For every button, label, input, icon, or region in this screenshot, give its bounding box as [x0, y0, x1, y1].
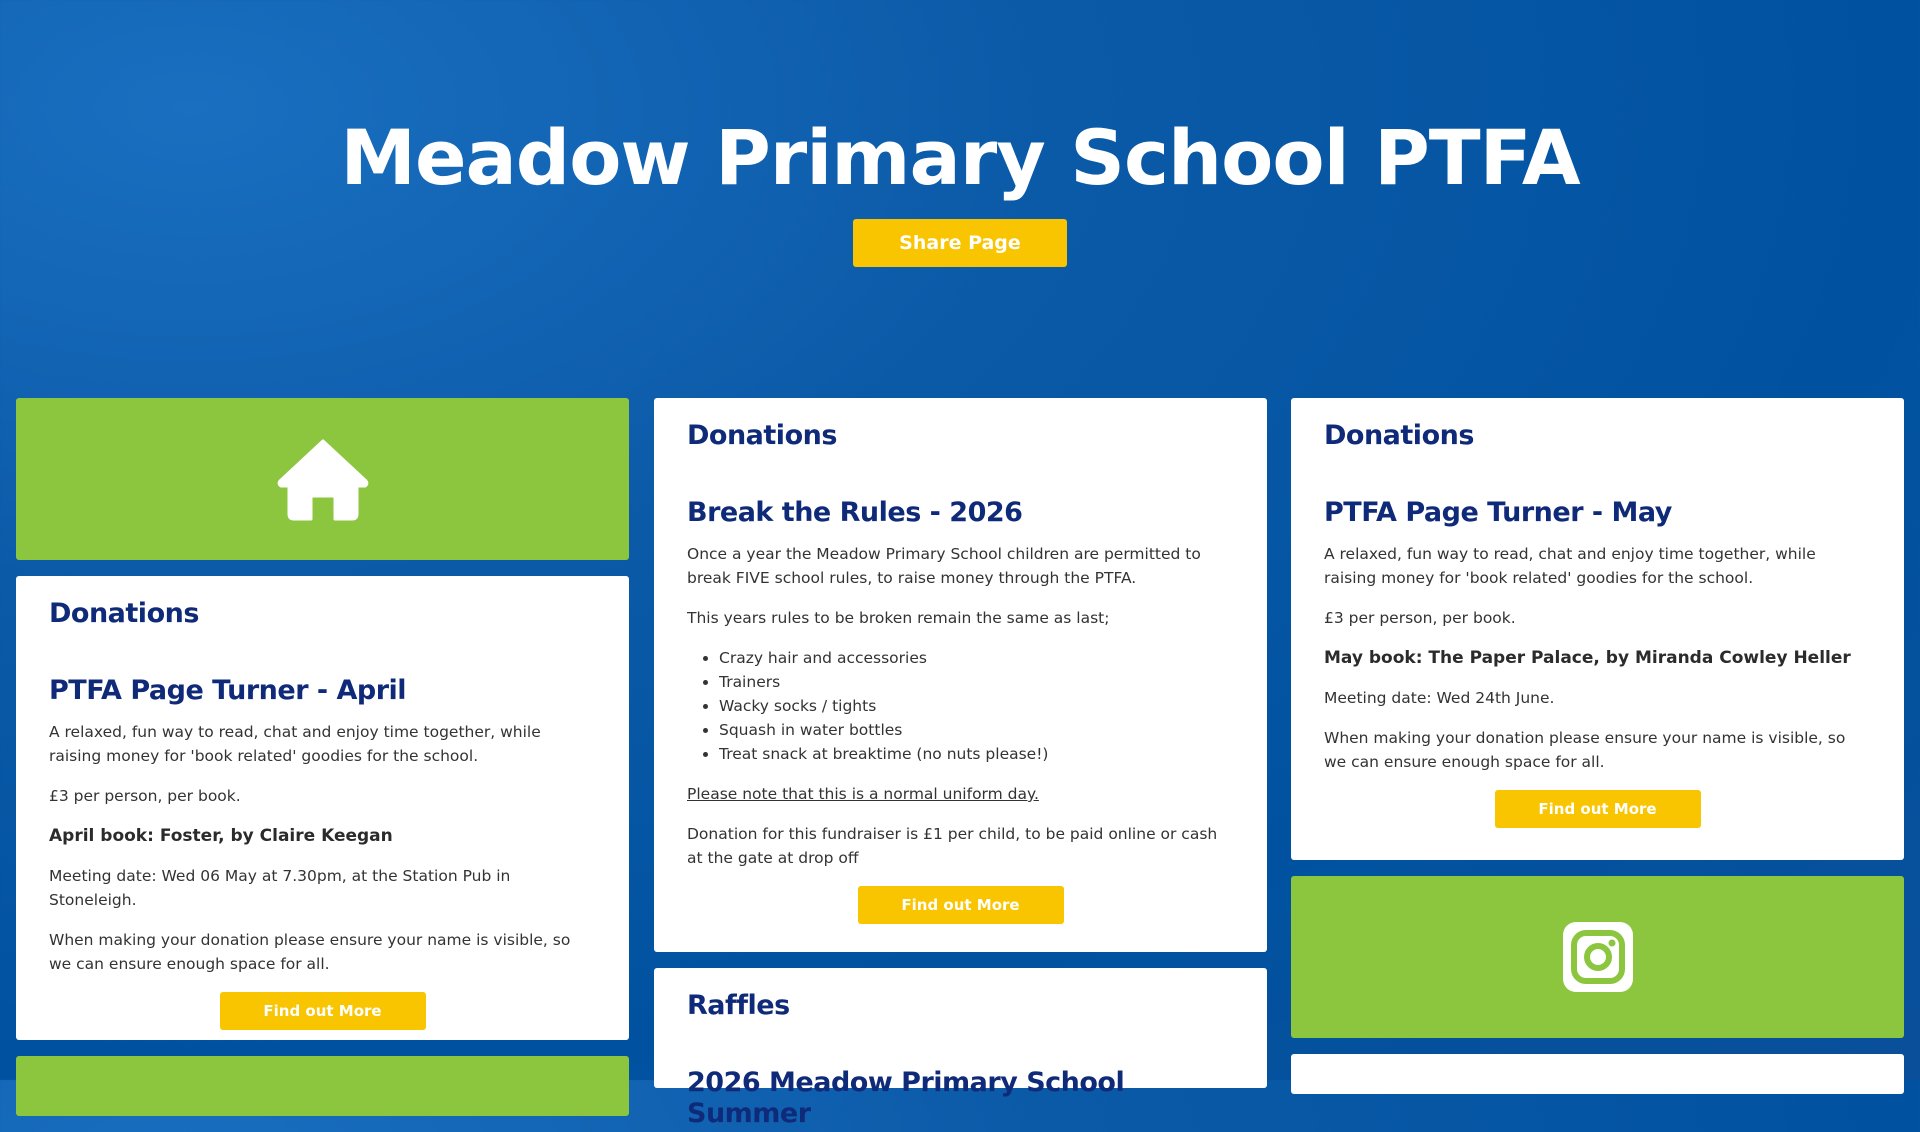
card-description: A relaxed, fun way to read, chat and enjoy time together, while raising money for 'book related' goodies for the school. [1324, 545, 1816, 587]
card-price: £3 per person, per book. [1324, 609, 1516, 627]
card-note: When making your donation please ensure your name is visible, so we can ensure enough space for all. [1324, 729, 1846, 771]
next-card [1291, 1054, 1904, 1094]
card-title: PTFA Page Turner - April [49, 675, 407, 706]
uniform-note: Please note that this is a normal uniform day. [687, 785, 1039, 803]
find-out-more-button[interactable]: Find out More [1495, 790, 1701, 828]
donation-info: Donation for this fundraiser is £1 per child, to be paid online or cash at the gate at drop off [687, 825, 1218, 867]
list-item: • Squash in water bottles [719, 718, 1234, 742]
card-meeting-date: Meeting date: Wed 06 May at 7.30pm, at the Station Pub in Stoneleigh. [49, 867, 511, 909]
page-title: Meadow Primary School PTFA [340, 113, 1580, 202]
card-rules-intro: This years rules to be broken remain the same as last; [687, 609, 1110, 627]
column-left [16, 398, 629, 1132]
list-item: • Wacky socks / tights [719, 694, 1234, 718]
card-price: £3 per person, per book. [49, 787, 241, 805]
card-category: Raffles [687, 990, 790, 1021]
instagram-tile[interactable] [1291, 876, 1904, 1038]
card-book: May book: The Paper Palace, by Miranda Cowley Heller [1324, 648, 1851, 668]
card-category: Donations [687, 420, 837, 451]
card-category: Donations [1324, 420, 1474, 451]
home-tile[interactable] [16, 398, 629, 560]
card-meeting-date: Meeting date: Wed 24th June. [1324, 689, 1555, 707]
card-note: When making your donation please ensure your name is visible, so we can ensure enough space for all. [49, 931, 571, 973]
list-item: • Trainers [719, 670, 1234, 694]
card-description: A relaxed, fun way to read, chat and enjoy time together, while raising money for 'book related' goodies for the school. [49, 723, 541, 765]
card-title: PTFA Page Turner - May [1324, 497, 1672, 528]
column-right [1291, 398, 1904, 1110]
hero-banner [0, 0, 1920, 398]
card-book: April book: Foster, by Claire Keegan [49, 826, 393, 846]
card-title: Break the Rules - 2026 [687, 497, 1023, 528]
next-tile[interactable] [16, 1056, 629, 1116]
instagram-icon [1563, 922, 1633, 992]
card-description: Once a year the Meadow Primary School children are permitted to break FIVE school rules, to raise money through the PTFA. [687, 545, 1201, 587]
list-item: • Crazy hair and accessories [719, 646, 1234, 670]
event-card-break-the-rules [654, 398, 1267, 952]
rules-list [687, 646, 1234, 766]
share-page-button[interactable]: Share Page [853, 219, 1067, 267]
event-card-page-turner-may [1291, 398, 1904, 860]
column-middle [654, 398, 1267, 1129]
find-out-more-button[interactable]: Find out More [220, 992, 426, 1030]
event-card-raffles [654, 968, 1267, 1129]
home-icon [277, 438, 369, 520]
card-category: Donations [49, 598, 199, 629]
list-item: • Treat snack at breaktime (no nuts please!) [719, 742, 1234, 766]
card-title: 2026 Meadow Primary School Summer [687, 1067, 1125, 1129]
find-out-more-button[interactable]: Find out More [858, 886, 1064, 924]
event-card-page-turner-april [16, 576, 629, 1040]
